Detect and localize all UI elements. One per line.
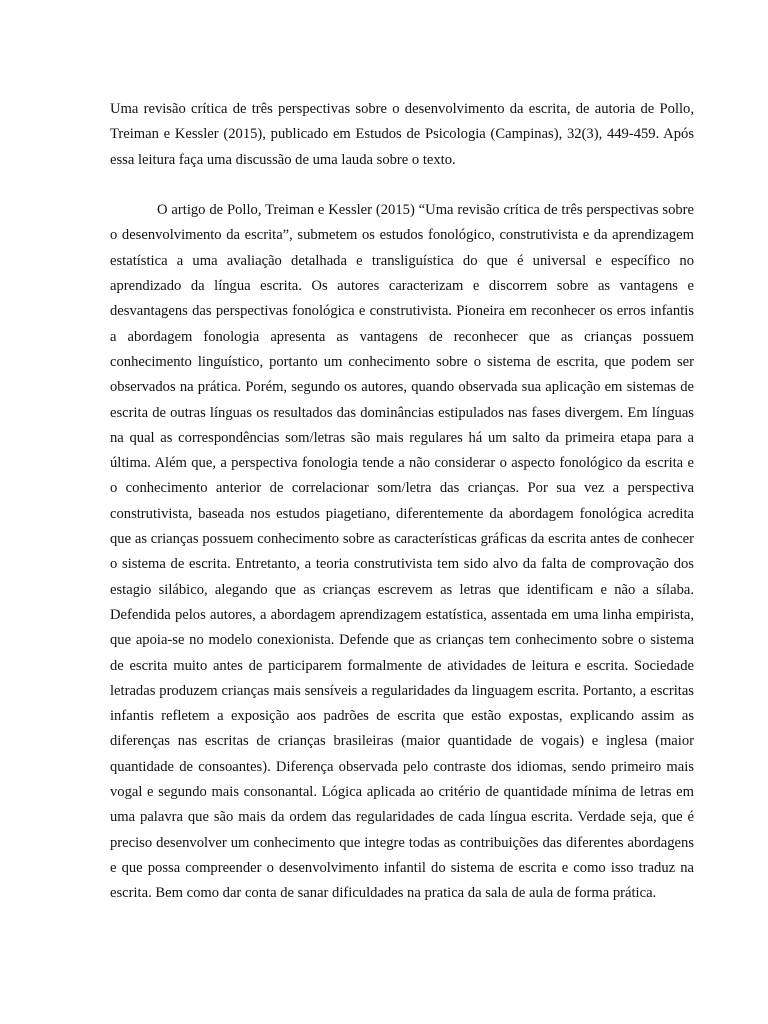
essay-paragraph: O artigo de Pollo, Treiman e Kessler (2015) “Uma revisão crítica de três perspectivas sobre o desenvolvimento da escrita”, submetem os estudos fonológico, construtivista e da aprendizagem estatística a uma avaliação detalhada e transliguística do que é universal e específico no aprendizado da língua escrita. Os autores caracterizam e discorrem sobre as vantagens e desvantagens das perspectivas fonológica e construtivista. Pioneira em reconhecer os erros infantis a abordagem fonologia apresenta as vantagens de reconhecer que as crianças possuem conhecimento linguístico, portanto um conhecimento sobre o sistema de escrita, que podem ser observados na prática. Porém, segundo os autores, quando observada sua aplicação em sistemas de escrita de outras línguas os resultados das dominâncias estipulados nas fases divergem. Em línguas na qual as correspondências som/letras são mais regulares há um salto da primeira etapa para a última. Além que, a perspectiva fonologia tende a não considerar o aspecto fonológico da escrita e o conhecimento anterior de correlacionar som/letra das crianças. Por sua vez a perspectiva construtivista, baseada nos estudos piagetiano, diferentemente da abordagem fonológica acredita que as crianças possuem conhecimento sobre as características gráficas da escrita antes de conhecer o sistema de escrita. Entretanto, a teoria construtivista tem sido alvo da falta de comprovação dos estagio silábico, alegando que as crianças escrevem as letras que identificam e não a sílaba. Defendida pelos autores, a abordagem aprendizagem estatística, assentada em uma linha empirista, que apoia-se no modelo conexionista. Defende que as crianças tem conhecimento sobre o sistema de escrita muito antes de participarem formalmente de atividades de leitura e escrita. Sociedade letradas produzem crianças mais sensíveis a regularidades da linguagem escrita. Portanto, a escritas infantis refletem a exposição aos padrões de escrita que estão expostas, explicando assim as diferenças nas escritas de crianças brasileiras (maior quantidade de vogais) e inglesa (maior quantidade de consoantes). Diferença observada pelo contraste dos idiomas, sendo primeiro mais vogal e segundo mais consonantal. Lógica aplicada ao critério de quantidade mínima de letras em uma palavra que são mais da ordem das regularidades de cada língua escrita. Verdade seja, que é preciso desenvolver um conhecimento que integre todas as contribuições das diferentes abordagens e que possa compreender o desenvolvimento infantil do sistema de escrita e como isso traduz na escrita. Bem como dar conta de sanar dificuldades na pratica da sala de aula de forma prática. bbox=[110, 202, 694, 902]
assignment-prompt: Uma revisão crítica de três perspectivas sobre o desenvolvimento da escrita, de autoria de Pollo, Treiman e Kessler (2015), publicado em Estudos de Psicologia (Campinas), 32(3), 449-459. Após essa leitura faça uma discussão de uma lauda sobre o texto. bbox=[110, 101, 694, 168]
document-page bbox=[110, 97, 694, 907]
